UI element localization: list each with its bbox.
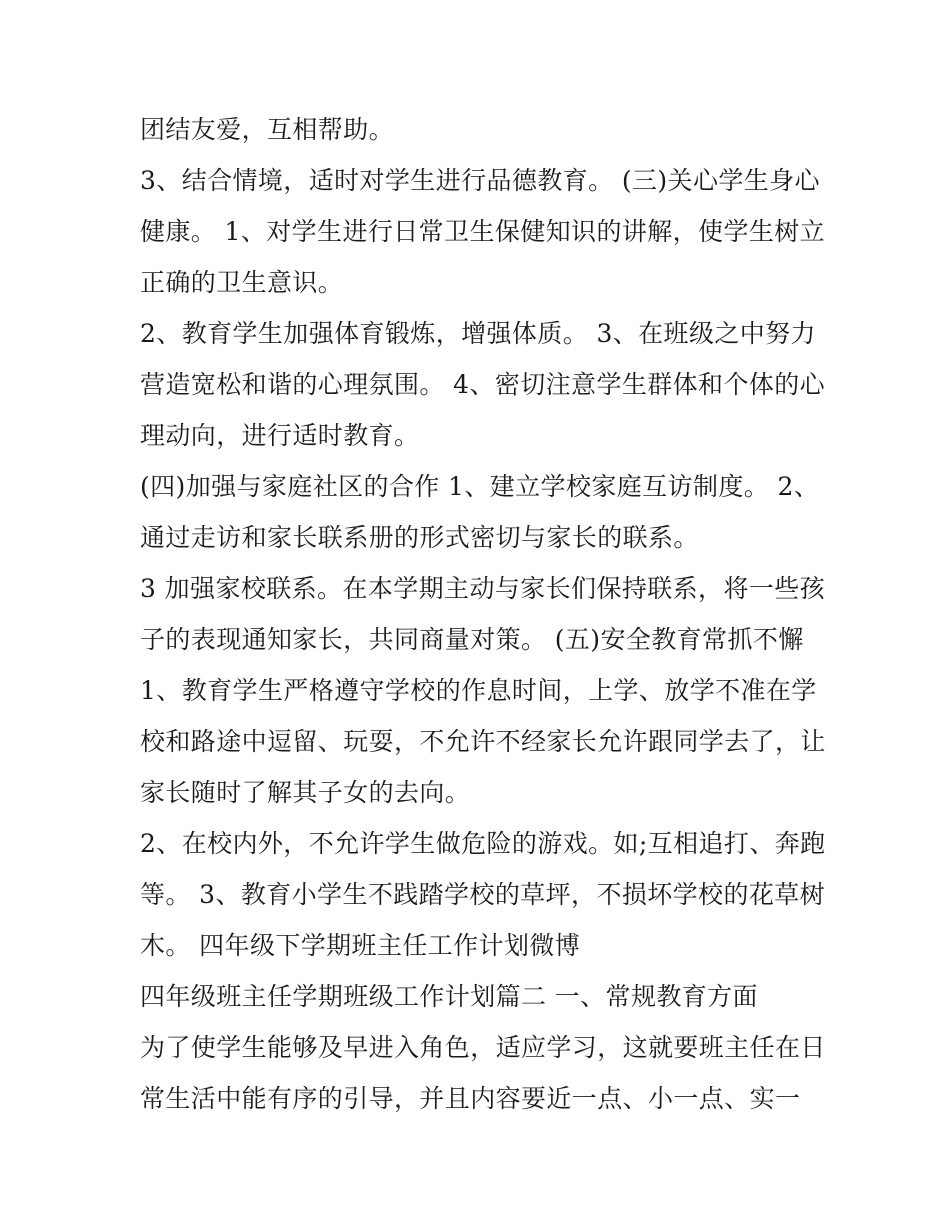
text-line: 子的表现通知家长，共同商量对策。 (五)安全教育常抓不懈 — [140, 625, 804, 654]
text-line: 1、教育学生严格遵守学校的作息时间，上学、放学不准在学 — [140, 676, 817, 705]
text-line: 3 加强家校联系。在本学期主动与家长们保持联系，将一些孩 — [140, 574, 826, 603]
document-body — [140, 104, 826, 1124]
text-line: (四)加强与家庭社区的合作 1、建立学校家庭互访制度。 2、 — [140, 472, 820, 501]
text-line: 为了使学生能够及早进入角色，适应学习，这就要班主任在日 — [140, 1033, 826, 1062]
text-line: 通过走访和家长联系册的形式密切与家长的联系。 — [140, 523, 699, 552]
text-line: 理动向，进行适时教育。 — [140, 421, 420, 450]
text-line: 2、教育学生加强体育锻炼，增强体质。 3、在班级之中努力 — [140, 319, 816, 348]
text-line: 2、在校内外，不允许学生做危险的游戏。如;互相追打、奔跑 — [140, 829, 826, 858]
section-heading: 四年级班主任学期班级工作计划篇二 一、常规教育方面 — [140, 982, 758, 1011]
text-line: 团结友爱，互相帮助。 — [140, 115, 395, 144]
text-line: 营造宽松和谐的心理氛围。 4、密切注意学生群体和个体的心 — [140, 370, 826, 399]
text-line: 校和路途中逗留、玩耍，不允许不经家长允许跟同学去了，让 — [140, 727, 826, 756]
text-line: 常生活中能有序的引导，并且内容要近一点、小一点、实一 — [140, 1084, 801, 1113]
text-line: 家长随时了解其子女的去向。 — [140, 778, 471, 807]
text-line: 正确的卫生意识。 — [140, 268, 344, 297]
text-line: 木。 四年级下学期班主任工作计划微博 — [140, 931, 581, 960]
text-line: 健康。 1、对学生进行日常卫生保健知识的讲解，使学生树立 — [140, 217, 826, 246]
text-line: 等。 3、教育小学生不践踏学校的草坪，不损坏学校的花草树 — [140, 880, 826, 909]
text-line: 3、结合情境，适时对学生进行品德教育。 (三)关心学生身心 — [140, 166, 820, 195]
